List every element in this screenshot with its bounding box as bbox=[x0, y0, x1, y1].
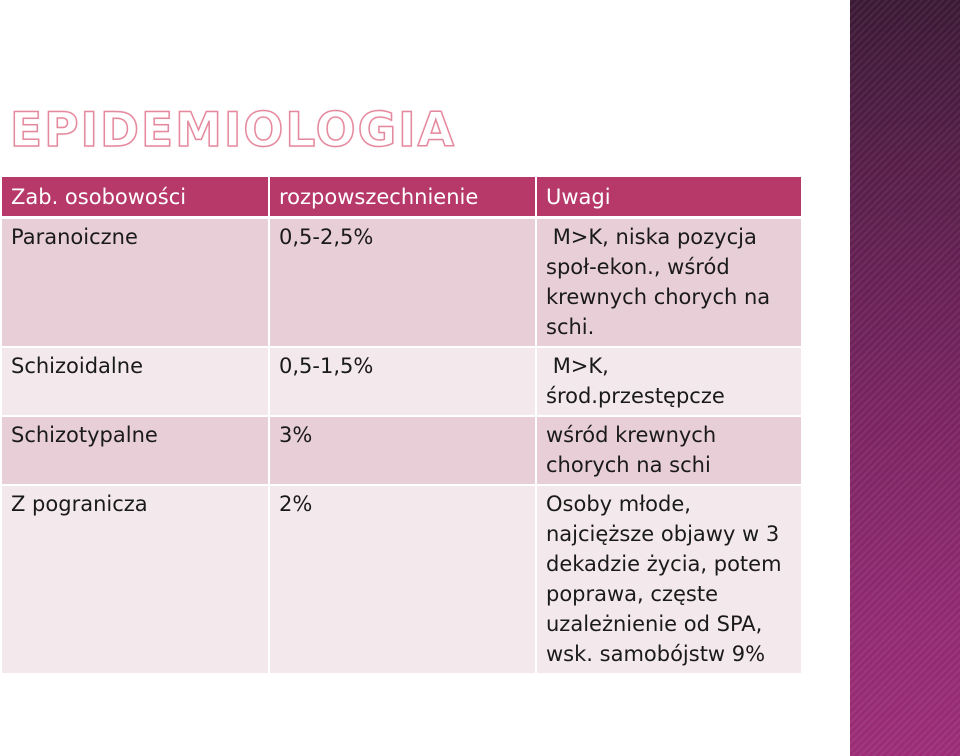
cell-prevalence: 2% bbox=[269, 485, 536, 674]
cell-disorder: Paranoiczne bbox=[2, 218, 269, 348]
cell-notes: Osoby młode, najcięższe objawy w 3 dekadzie życia, potem poprawa, częste uzależnienie od SPA, wsk. samobójstw 9% bbox=[536, 485, 801, 674]
epidemiology-table bbox=[2, 177, 801, 675]
header-prevalence: rozpowszechnienie bbox=[269, 177, 536, 218]
header-notes: Uwagi bbox=[536, 177, 801, 218]
cell-notes: wśród krewnych chorych na schi bbox=[536, 416, 801, 485]
header-disorder: Zab. osobowości bbox=[2, 177, 269, 218]
cell-disorder: Z pogranicza bbox=[2, 485, 269, 674]
slide-title: EPIDEMIOLOGIA bbox=[10, 103, 457, 158]
cell-notes: M>K, środ.przestępcze bbox=[536, 347, 801, 416]
cell-notes: M>K, niska pozycja społ-ekon., wśród krewnych chorych na schi. bbox=[536, 218, 801, 348]
table-row bbox=[2, 347, 801, 416]
table-row bbox=[2, 416, 801, 485]
table-header-row bbox=[2, 177, 801, 218]
cell-disorder: Schizotypalne bbox=[2, 416, 269, 485]
cell-prevalence: 3% bbox=[269, 416, 536, 485]
table-row bbox=[2, 485, 801, 674]
table-row bbox=[2, 218, 801, 348]
decorative-side-band bbox=[850, 0, 960, 756]
cell-prevalence: 0,5-1,5% bbox=[269, 347, 536, 416]
cell-disorder: Schizoidalne bbox=[2, 347, 269, 416]
cell-prevalence: 0,5-2,5% bbox=[269, 218, 536, 348]
